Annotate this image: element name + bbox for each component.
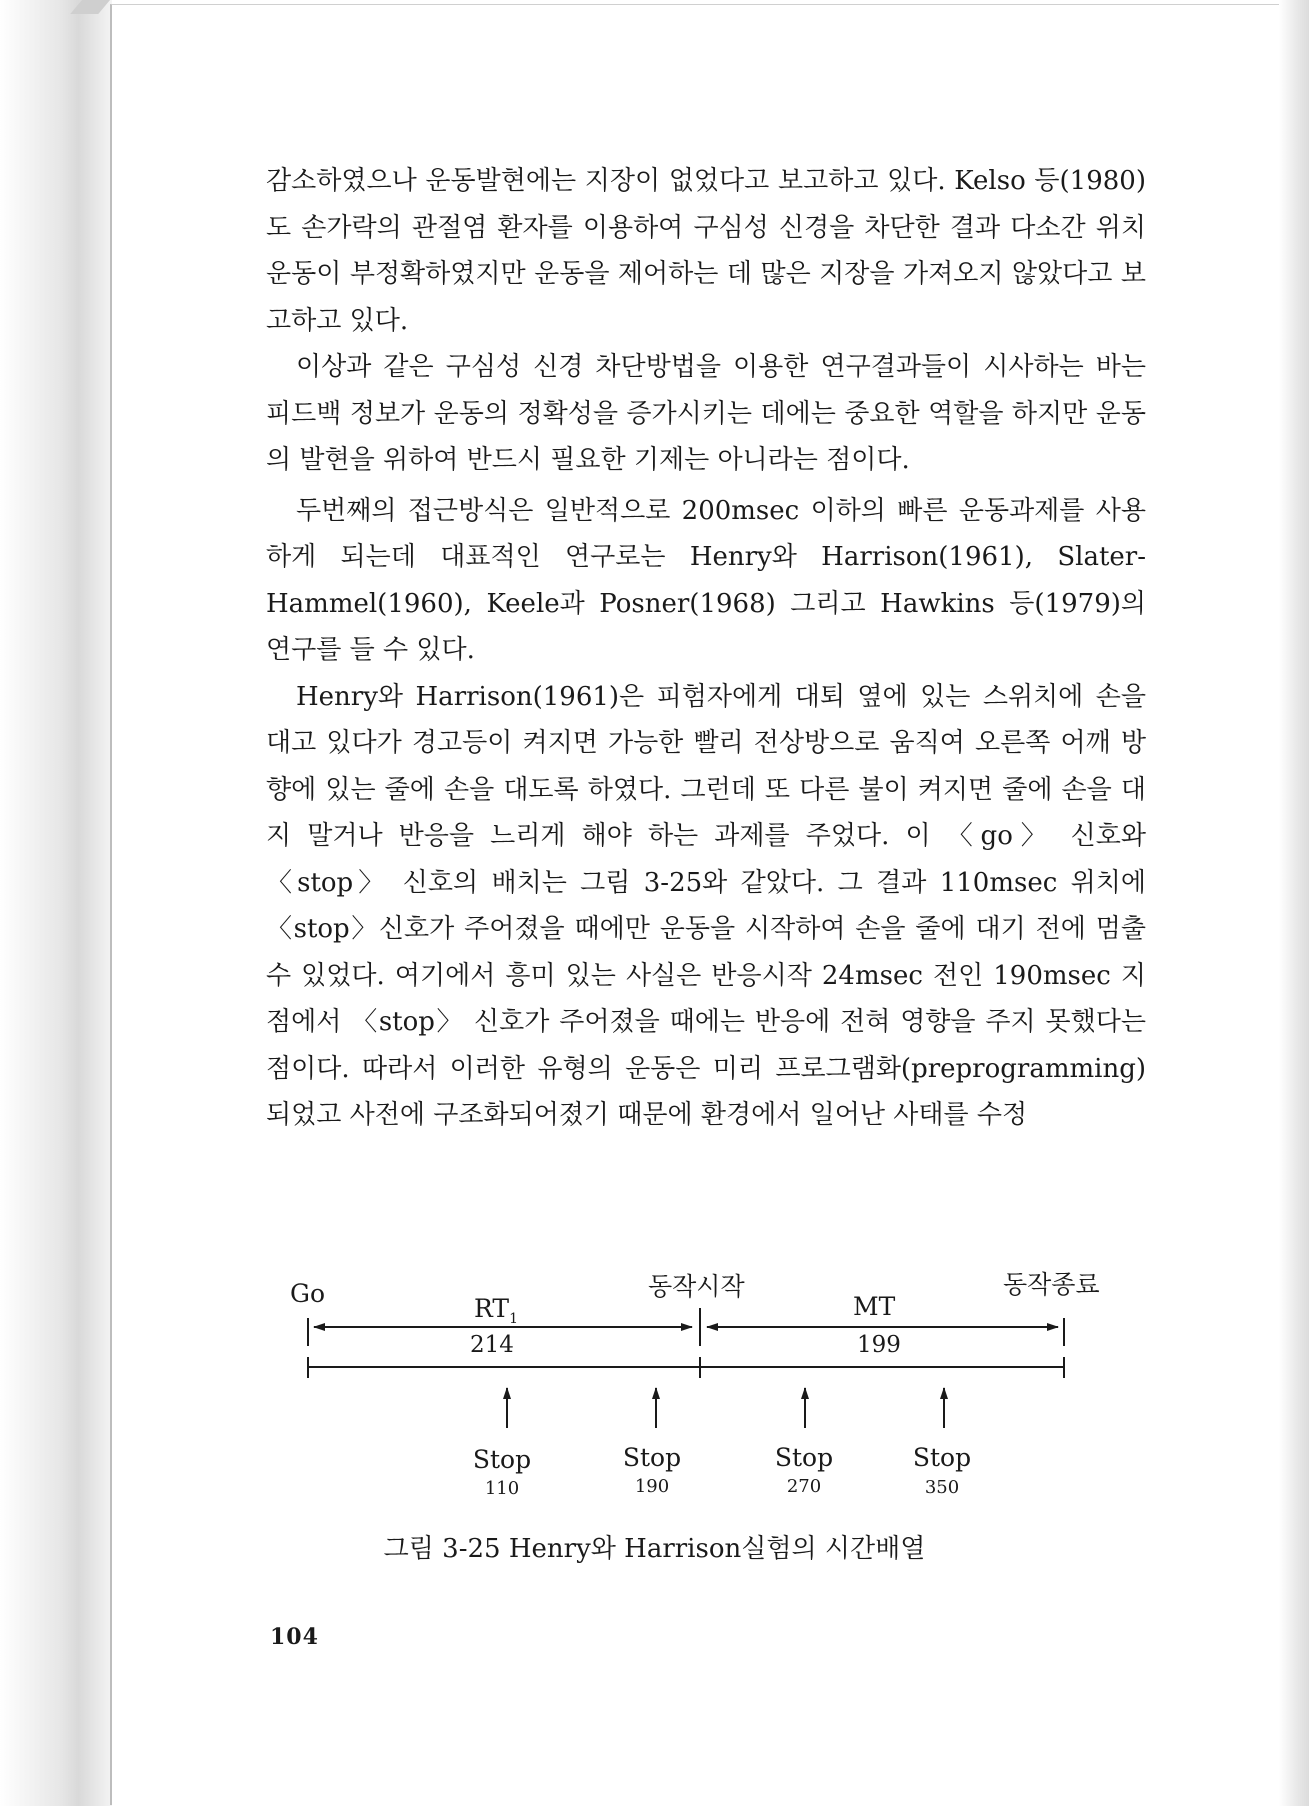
page-number: 104	[270, 1624, 319, 1650]
rt-value: 214	[470, 1332, 514, 1358]
stop-value-2: 190	[634, 1476, 670, 1497]
stop-value-4: 350	[924, 1477, 960, 1498]
mt-label: MT	[853, 1292, 896, 1321]
stop-label-1: Stop	[472, 1445, 532, 1474]
stop-value-1: 110	[484, 1478, 520, 1499]
mt-value: 199	[857, 1332, 901, 1358]
stop-value-3: 270	[786, 1476, 822, 1497]
figure-caption: 그림 3-25 Henry와 Harrison실험의 시간배열	[383, 1534, 926, 1564]
start-label: 동작시작	[648, 1272, 745, 1301]
stop-label-4: Stop	[912, 1443, 972, 1472]
stop-label-2: Stop	[622, 1443, 682, 1472]
paragraph-4: Henry와 Harrison(1961)은 피험자에게 대퇴 옆에 있는 스위치에 손을 대고 있다가 경고등이 켜지면 가능한 빨리 전상방으로 움직여 오른쪽 어깨 방향에 있는 줄에 손을 대도록 하였다. 그런데 또 다른 불이 켜지면 줄에 손을 대지 말거나 반응을 느리게 해야 하는 과제를 주었다. 이 〈go〉 신호와 〈stop〉 신호의 배치는 그림 3-25와 같았다. 그 결과 110msec 위치에 〈stop〉신호가 주어졌을 때에만 운동을 시작하여 손을 줄에 대기 전에 멈출 수 있었다. 여기에서 흥미 있는 사실은 반응시작 24msec 전인 190msec 지점에서 〈stop〉 신호가 주어졌을 때에는 반응에 전혀 영향을 주지 못했다는 점이다. 따라서 이러한 유형의 운동은 미리 프로그램화(preprogramming)되었고 사전에 구조화되어졌기 때문에 환경에서 일어난 사태를 수정	[266, 681, 1146, 1130]
go-label: Go	[290, 1279, 326, 1308]
paragraph-3: 두번째의 접근방식은 일반적으로 200msec 이하의 빠른 운동과제를 사용하게 되는데 대표적인 연구로는 Henry와 Harrison(1961), Slater-Hammel(1960), Keele과 Posner(1968) 그리고 Hawkins 등(1979)의 연구를 들 수 있다.	[266, 495, 1146, 665]
end-label: 동작종료	[1003, 1270, 1100, 1299]
stop-label-3: Stop	[774, 1443, 834, 1472]
paragraph-1: 감소하였으나 운동발현에는 지장이 없었다고 보고하고 있다. Kelso 등(1980)도 손가락의 관절염 환자를 이용하여 구심성 신경을 차단한 결과 다소간 위치운동이 부정확하였지만 운동을 제어하는 데 많은 지장을 가져오지 않았다고 보고하고 있다.	[266, 166, 1146, 336]
rt-label: $RT_1$	[474, 1294, 518, 1327]
paragraph-2: 이상과 같은 구심성 신경 차단방법을 이용한 연구결과들이 시사하는 바는 피드백 정보가 운동의 정확성을 증가시키는 데에는 중요한 역할을 하지만 운동의 발현을 위하여 반드시 필요한 기제는 아니라는 점이다.	[266, 352, 1146, 475]
